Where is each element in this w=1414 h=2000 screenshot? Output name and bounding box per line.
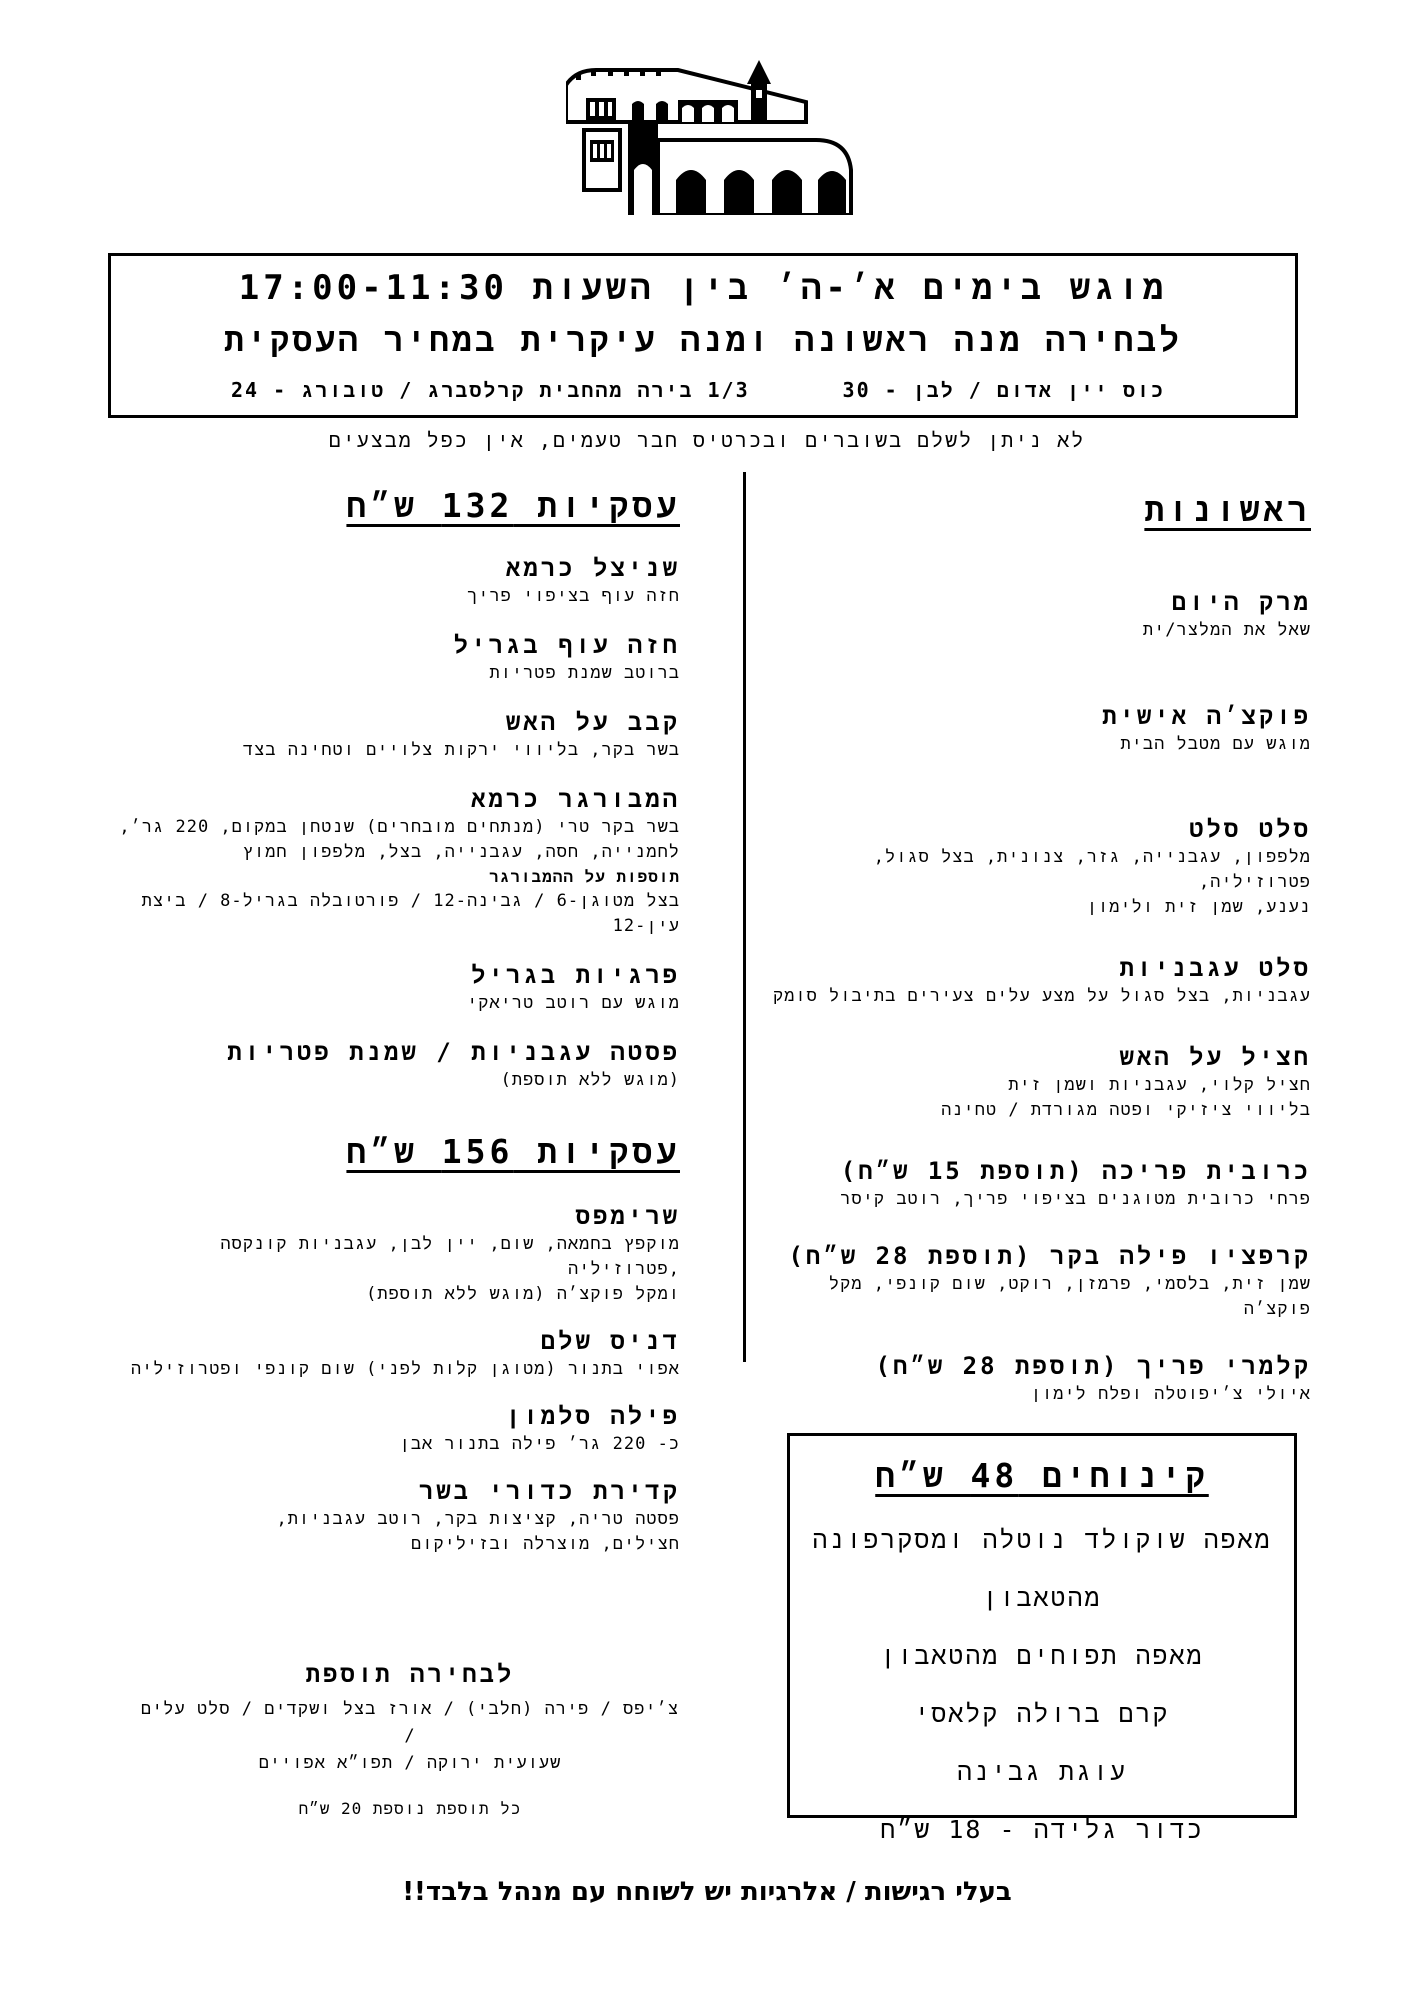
menu-item bbox=[100, 1036, 680, 1093]
item-desc: חזה עוף בציפוי פריך bbox=[467, 586, 680, 606]
item-desc: בשר בקר טרי (מנתחים מובחרים) שנטחן במקום, 220 גר׳, bbox=[119, 817, 680, 837]
item-desc: מוקפץ בחמאה, שום, יין לבן, עגבניות קונקסה ,פטרוזיליה bbox=[220, 1234, 680, 1279]
item-name: מרק היום bbox=[1171, 588, 1311, 616]
item-name: כרובית פריכה (תוספת 15 ש״ח) bbox=[840, 1157, 1311, 1185]
item-name: קרפציו פילה בקר (תוספת 28 ש״ח) bbox=[788, 1242, 1311, 1270]
desserts-title: קינוחים 48 ש״ח bbox=[875, 1456, 1209, 1495]
item-desc: שאל את המלצר/ית bbox=[1142, 620, 1311, 640]
item-desc: שמן זית, בלסמי, פרמזן, רוקט, שום קונפי, מקל פוקצ׳ה bbox=[828, 1274, 1311, 1319]
item-desc: פרחי כרובית מטוגנים בציפוי פריך, רוטב קיסר bbox=[840, 1189, 1311, 1209]
menu-item bbox=[751, 1240, 1311, 1322]
menu-item bbox=[100, 959, 680, 1016]
item-desc: איולי צ׳יפוטלה ופלח לימון bbox=[1030, 1384, 1311, 1404]
business156-list bbox=[100, 1200, 680, 1557]
item-name: סלט עגבניות bbox=[1119, 954, 1311, 982]
menu-item bbox=[100, 552, 680, 609]
item-desc: לחמנייה, חסה, עגבנייה, בצל, מלפפון חמוץ bbox=[242, 842, 680, 862]
menu-item bbox=[100, 1400, 680, 1457]
menu-item bbox=[100, 1325, 680, 1382]
service-hours: מוגש בימים א׳-ה׳ בין השעות 17:00-11:30 bbox=[238, 268, 1168, 308]
hours-info-box bbox=[108, 253, 1298, 418]
item-desc: ומקל פוקצ׳ה (מוגש ללא תוספת) bbox=[366, 1284, 680, 1304]
sides-title: לבחירה תוספת bbox=[305, 1660, 515, 1688]
item-subheading: תוספות על ההמבורגר bbox=[489, 867, 680, 886]
menu-item bbox=[751, 813, 1311, 920]
allergy-note: בעלי רגישות / אלרגיות יש לשוחח עם מנהל בלבד!! bbox=[402, 1877, 1012, 1907]
menu-item bbox=[751, 1041, 1311, 1123]
sides-section bbox=[140, 1660, 680, 1819]
item-name: שרימפס bbox=[575, 1202, 680, 1230]
item-name: פרגיות בגריל bbox=[471, 961, 680, 989]
column-divider bbox=[743, 472, 746, 1362]
item-desc: חציל קלוי, עגבניות ושמן זית bbox=[1008, 1075, 1311, 1095]
sides-desc bbox=[140, 1696, 680, 1777]
menu-item bbox=[100, 1475, 680, 1557]
wine-price: כוס יין אדום / לבן - 30 bbox=[842, 378, 1165, 402]
restaurant-logo bbox=[566, 60, 856, 215]
menu-item bbox=[751, 700, 1311, 757]
desserts-box bbox=[787, 1433, 1297, 1844]
item-desc: מוגש עם מטבל הבית bbox=[1120, 734, 1311, 754]
dessert-item: כדור גלידה - 18 ש״ח bbox=[880, 1815, 1204, 1844]
item-desc: מוגש עם רוטב טריאקי bbox=[467, 993, 680, 1013]
business132-title: עסקיות 132 ש״ח bbox=[346, 486, 680, 525]
menu-item bbox=[751, 952, 1311, 1009]
menu-item bbox=[751, 586, 1311, 643]
item-desc: חצילים, מוצרלה ובזיליקום bbox=[411, 1534, 680, 1554]
item-desc: בליווי ציזיקי ופטה מגורדת / טחינה bbox=[941, 1100, 1311, 1120]
item-desc: בצל מטוגן-6 / גבינה-12 / פורטובלה בגריל-8 / ביצת עין-12 bbox=[141, 891, 680, 936]
dessert-item: עוגת גבינה bbox=[956, 1757, 1128, 1786]
item-name: חזה עוף בגריל bbox=[453, 631, 680, 659]
business132-list bbox=[100, 552, 680, 1093]
dessert-item: מאפה תפוחים מהטאבון bbox=[880, 1641, 1204, 1670]
item-desc: אפוי בתנור (מטוגן קלות לפני) שום קונפי ופטרוזיליה bbox=[130, 1359, 680, 1379]
item-name: קדירת כדורי בשר bbox=[418, 1477, 680, 1505]
item-name: המבורגר כרמא bbox=[471, 785, 680, 813]
starters-list bbox=[751, 586, 1311, 1407]
item-name: קלמרי פריך (תוספת 28 ש״ח) bbox=[875, 1352, 1311, 1380]
menu-item bbox=[751, 1155, 1311, 1212]
dessert-item: מאפה שוקולד נוטלה ומסקרפונה מהטאבון bbox=[812, 1525, 1272, 1612]
item-desc: נענע, שמן זית ולימון bbox=[1086, 897, 1311, 917]
item-name: פילה סלמון bbox=[505, 1402, 680, 1430]
item-name: קבב על האש bbox=[505, 708, 680, 736]
item-desc: עגבניות, בצל סגול על מצע עלים צעירים בתיבול סומק bbox=[773, 986, 1311, 1006]
item-desc: פסטה טריה, קציצות בקר, רוטב עגבניות, bbox=[276, 1509, 680, 1529]
beer-price: 1/3 בירה מהחבית קרלסברג / טובורג - 24 bbox=[231, 378, 750, 402]
item-desc: מלפפון, עגבנייה, גזר, צנונית, בצל סגול, פטרוזיליה, bbox=[873, 847, 1311, 892]
deal-description: לבחירה מנה ראשונה ומנה עיקרית במחיר העסקית bbox=[223, 320, 1183, 359]
dessert-item: קרם ברולה קלאסי bbox=[914, 1699, 1170, 1728]
item-name: שניצל כרמא bbox=[505, 554, 680, 582]
menu-item bbox=[100, 1200, 680, 1307]
menu-item bbox=[100, 783, 680, 939]
item-name: פסטה עגבניות / שמנת פטריות bbox=[227, 1038, 680, 1066]
sides-desc-line: צ׳יפס / פירה (חלבי) / אורז בצל ושקדים / סלט עלים / bbox=[140, 1699, 680, 1746]
item-name: פוקצ׳ה אישית bbox=[1102, 702, 1311, 730]
item-desc: ברוטב שמנת פטריות bbox=[489, 663, 680, 683]
menu-item bbox=[100, 629, 680, 686]
item-desc: כ- 220 גר׳ פילה בתנור אבן bbox=[399, 1434, 680, 1454]
desserts-list bbox=[790, 1511, 1294, 1859]
payment-note: לא ניתן לשלם בשוברים ובכרטיס חבר טעמים, אין כפל מבצעים bbox=[328, 428, 1086, 452]
sides-desc-line: שעועית ירוקה / תפו״א אפויים bbox=[258, 1753, 562, 1773]
item-name: חציל על האש bbox=[1119, 1043, 1311, 1071]
starters-title: ראשונות bbox=[1144, 490, 1311, 529]
item-name: סלט סלט bbox=[1189, 815, 1311, 843]
menu-item bbox=[100, 706, 680, 763]
item-desc: (מוגש ללא תוספת) bbox=[500, 1070, 680, 1090]
item-desc: בשר בקר, בליווי ירקות צלויים וטחינה בצד bbox=[242, 740, 680, 760]
business156-title: עסקיות 156 ש״ח bbox=[346, 1132, 680, 1171]
menu-item bbox=[751, 1350, 1311, 1407]
sides-note: כל תוספת נוספת 20 ש״ח bbox=[298, 1799, 522, 1818]
item-name: דניס שלם bbox=[540, 1327, 680, 1355]
